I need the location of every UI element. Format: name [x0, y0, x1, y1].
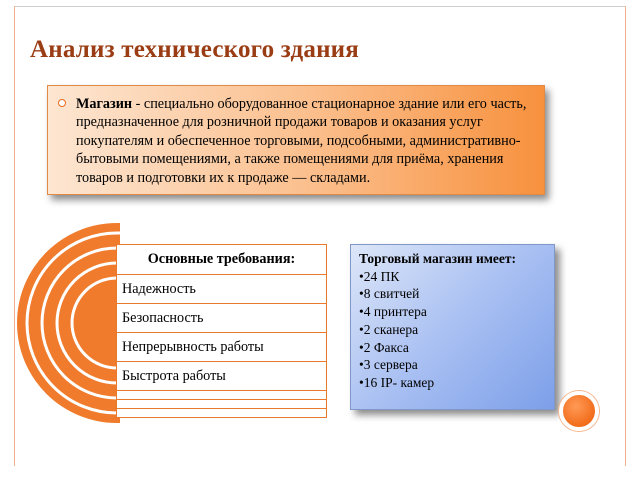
requirement-item: Надежность	[117, 275, 327, 304]
shop-item: •2 Факса	[359, 339, 409, 355]
decorative-arcs	[0, 220, 120, 435]
shop-item: •2 сканера	[359, 321, 419, 337]
shop-item: •16 IP- камер	[359, 374, 435, 390]
shop-item: •4 принтера	[359, 304, 427, 320]
requirement-item: Безопасность	[117, 304, 327, 333]
definition-term: Магазин	[76, 96, 133, 112]
shop-item: •24 ПК	[359, 268, 400, 284]
shop-info-box	[350, 244, 555, 410]
definition-box	[47, 85, 545, 195]
empty-row	[117, 400, 327, 409]
requirements-table	[116, 244, 327, 418]
circle-bullet-icon	[58, 99, 66, 107]
shop-item: •8 свитчей	[359, 286, 420, 302]
orange-circle-decor	[559, 391, 599, 431]
page-title: Анализ технического здания	[30, 36, 360, 63]
shop-item: •3 сервера	[359, 357, 418, 373]
requirement-item: Быстрота работы	[117, 362, 327, 391]
empty-row	[117, 391, 327, 400]
empty-row	[117, 409, 327, 418]
requirement-item: Непрерывность работы	[117, 333, 327, 362]
definition-text: - специально оборудованное стационарное здание или его часть, предназначенное для розничной продажи товаров и оказания услуг покупателям и обеспеченное торговыми, подсобными, административно-бытовыми помещениями, а также помещениями для приёма, хранения товаров и подготовки их к продаже — складами.	[76, 96, 527, 186]
requirements-header: Основные требования:	[117, 245, 327, 275]
shop-title: Торговый магазин имеет:	[359, 251, 517, 266]
